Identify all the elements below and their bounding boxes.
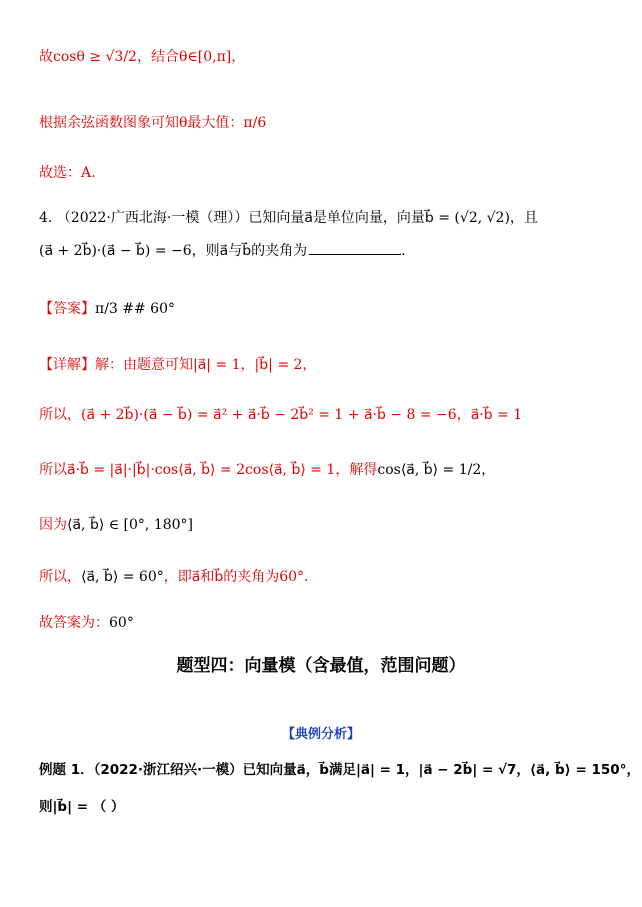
question-4-line-2 [39,240,406,260]
so3-label: 所以， [39,569,81,585]
question-4-condition: (a⃗ + 2b⃗)·(a⃗ − b⃗) = −6，则a⃗与b⃗的夹角为 [39,243,308,259]
so3-conclusion: ，即a⃗和b⃗的夹角为60°. [163,569,309,585]
so2-part-a: 所以a⃗·b⃗ = |a⃗|·|b⃗|·cos⟨a⃗, b⃗⟩ = 2cos⟨a⃗, b⃗⟩ = 1， [39,462,350,478]
text-line-so-2 [39,459,495,479]
question-4-end: . [401,243,406,259]
because-label: 因为 [39,517,67,533]
answer-blank [309,242,401,255]
because-range: ⟨a⃗, b⃗⟩ ∈ [0°, 180°] [67,517,194,533]
answer-tag: 【答案】 [39,301,95,317]
section-subtitle: 【典例分析】 [281,727,360,742]
text-line-final-answer [39,612,134,632]
example-1-line-2: 则|b⃗| = （ ） [39,799,125,815]
answer-value: π/3 ## 60° [95,301,176,317]
example-1-line-1: 例题 1．（2022·浙江绍兴·一模）已知向量a⃗，b⃗满足|a⃗| = 1，|a⃗ − 2b⃗| = √7，⟨a⃗, b⃗⟩ = 150°， [39,762,640,778]
text-line-cos-condition: 故cosθ ≥ √3/2，结合θ∈[0,π]， [39,49,246,65]
question-4-line-1: 4. （2022·广西北海·一模（理））已知向量a⃗是单位向量，向量b⃗ = (√2, √2)，且 [39,210,538,226]
detail-text: 解：由题意可知|a⃗| = 1，|b⃗| = 2， [95,357,317,373]
final-answer-value: 60° [109,615,134,631]
text-line-so-1: 所以，(a⃗ + 2b⃗)·(a⃗ − b⃗) = a⃗² + a⃗·b⃗ − 2b⃗² = 1 + a⃗·b⃗ − 8 = −6，a⃗·b⃗ = 1 [39,407,523,423]
text-line-choose-a: 故选：A. [39,165,96,181]
so2-part-b: 解得 [349,462,378,478]
section-title: 题型四：向量模（含最值，范围问题） [176,656,466,676]
text-line-so-3 [39,566,308,586]
answer-line [39,298,175,318]
text-line-max-value: 根据余弦函数图象可知θ最大值：π/6 [39,115,267,131]
text-line-because [39,514,193,534]
so2-part-c: cos⟨a⃗, b⃗⟩ = 1/2， [377,462,496,478]
so3-value: ⟨a⃗, b⃗⟩ = 60° [81,569,164,585]
final-answer-label: 故答案为： [39,615,109,631]
detail-line [39,354,316,374]
detail-tag: 【详解】 [39,357,95,373]
